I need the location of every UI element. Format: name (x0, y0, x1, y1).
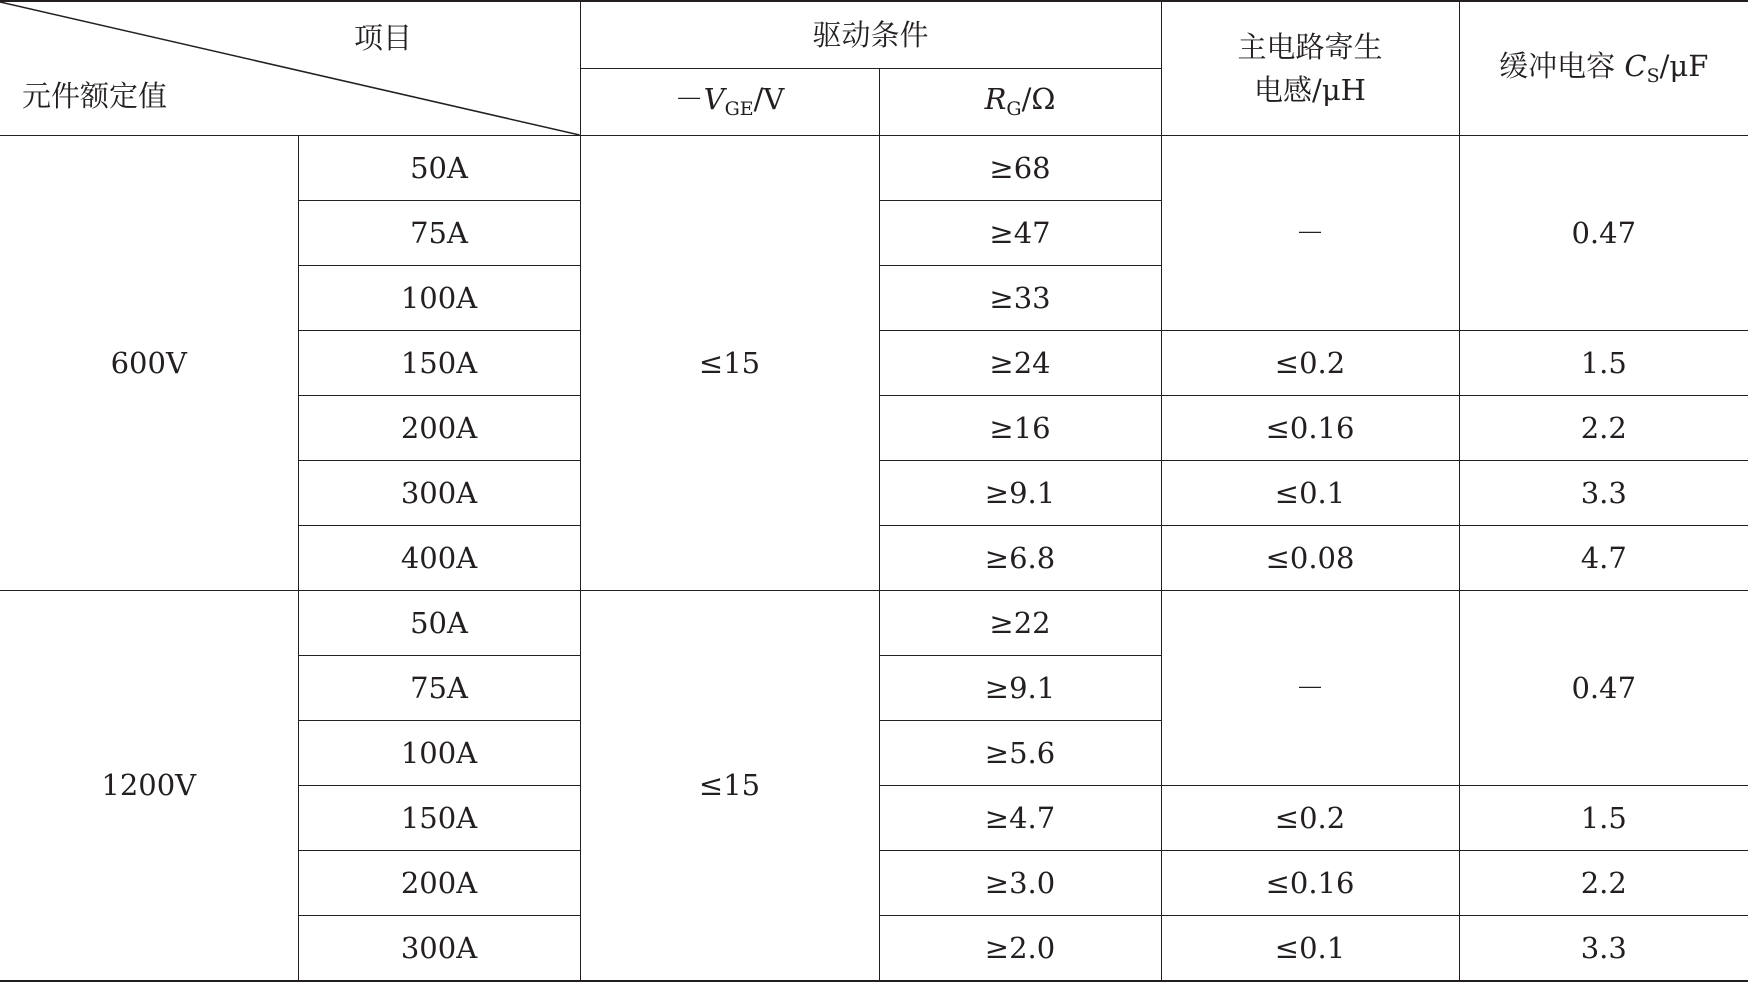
header-rg-symbol: R (984, 82, 1007, 116)
current-cell: 100A (298, 266, 580, 331)
diagonal-corner-header (0, 1, 580, 136)
cs-cell: 0.47 (1459, 591, 1748, 786)
header-vge (580, 69, 879, 136)
current-cell: 300A (298, 461, 580, 526)
vge-cell: ≤15 (580, 591, 879, 982)
rg-cell: ≥22 (879, 591, 1161, 656)
rg-cell: ≥33 (879, 266, 1161, 331)
cs-cell: 1.5 (1459, 786, 1748, 851)
rg-cell: ≥16 (879, 396, 1161, 461)
inductance-cell: ≤0.1 (1161, 916, 1459, 982)
corner-label-item: 项目 (354, 21, 413, 55)
rg-cell: ≥68 (879, 136, 1161, 201)
current-cell: 200A (298, 851, 580, 916)
rg-cell: ≥5.6 (879, 721, 1161, 786)
current-cell: 50A (298, 136, 580, 201)
table-row (0, 136, 1748, 201)
rg-cell: ≥2.0 (879, 916, 1161, 982)
header-vge-unit: /V (753, 82, 785, 116)
rating-cell: 1200V (0, 591, 298, 982)
cs-cell: 2.2 (1459, 396, 1748, 461)
header-vge-symbol: V (703, 82, 725, 116)
corner-label-rating: 元件额定值 (22, 79, 168, 113)
inductance-cell: ≤0.08 (1161, 526, 1459, 591)
current-cell: 400A (298, 526, 580, 591)
current-cell: 75A (298, 656, 580, 721)
current-cell: 50A (298, 591, 580, 656)
cs-cell: 2.2 (1459, 851, 1748, 916)
rg-cell: ≥24 (879, 331, 1161, 396)
current-cell: 200A (298, 396, 580, 461)
rg-cell: ≥9.1 (879, 656, 1161, 721)
header-rg (879, 69, 1161, 136)
inductance-cell: ≤0.16 (1161, 851, 1459, 916)
rg-cell: ≥6.8 (879, 526, 1161, 591)
inductance-cell: ≤0.16 (1161, 396, 1459, 461)
current-cell: 150A (298, 331, 580, 396)
header-cs-symbol: C (1624, 48, 1647, 83)
rating-cell: 600V (0, 136, 298, 591)
current-cell: 300A (298, 916, 580, 982)
header-snubber-capacitance (1459, 1, 1748, 136)
header-rg-subscript: G (1006, 98, 1022, 120)
vge-cell: ≤15 (580, 136, 879, 591)
diagonal-line (0, 2, 580, 135)
cs-cell: 3.3 (1459, 461, 1748, 526)
header-drive-conditions: 驱动条件 (580, 1, 1161, 69)
inductance-cell: － (1161, 591, 1459, 786)
inductance-cell: － (1161, 136, 1459, 331)
rg-cell: ≥3.0 (879, 851, 1161, 916)
header-rg-unit: /Ω (1021, 82, 1056, 116)
inductance-cell: ≤0.2 (1161, 331, 1459, 396)
current-cell: 150A (298, 786, 580, 851)
rg-cell: ≥4.7 (879, 786, 1161, 851)
cs-cell: 3.3 (1459, 916, 1748, 982)
header-vge-minus: － (674, 82, 704, 116)
header-cs-prefix: 缓冲电容 (1499, 48, 1625, 83)
header-vge-subscript: GE (724, 98, 754, 120)
inductance-cell: ≤0.1 (1161, 461, 1459, 526)
header-parasitic-inductance (1161, 1, 1459, 136)
header-row-1 (0, 1, 1748, 69)
header-cs-subscript: S (1646, 64, 1660, 87)
current-cell: 75A (298, 201, 580, 266)
current-cell: 100A (298, 721, 580, 786)
rg-cell: ≥9.1 (879, 461, 1161, 526)
header-cs-unit: /μF (1659, 48, 1709, 83)
header-inductance-line1: 主电路寄生 (1237, 29, 1383, 64)
cs-cell: 4.7 (1459, 526, 1748, 591)
header-inductance-line2: 电感/μH (1254, 72, 1366, 107)
rg-cell: ≥47 (879, 201, 1161, 266)
cs-cell: 0.47 (1459, 136, 1748, 331)
table-row (0, 591, 1748, 656)
cs-cell: 1.5 (1459, 331, 1748, 396)
inductance-cell: ≤0.2 (1161, 786, 1459, 851)
